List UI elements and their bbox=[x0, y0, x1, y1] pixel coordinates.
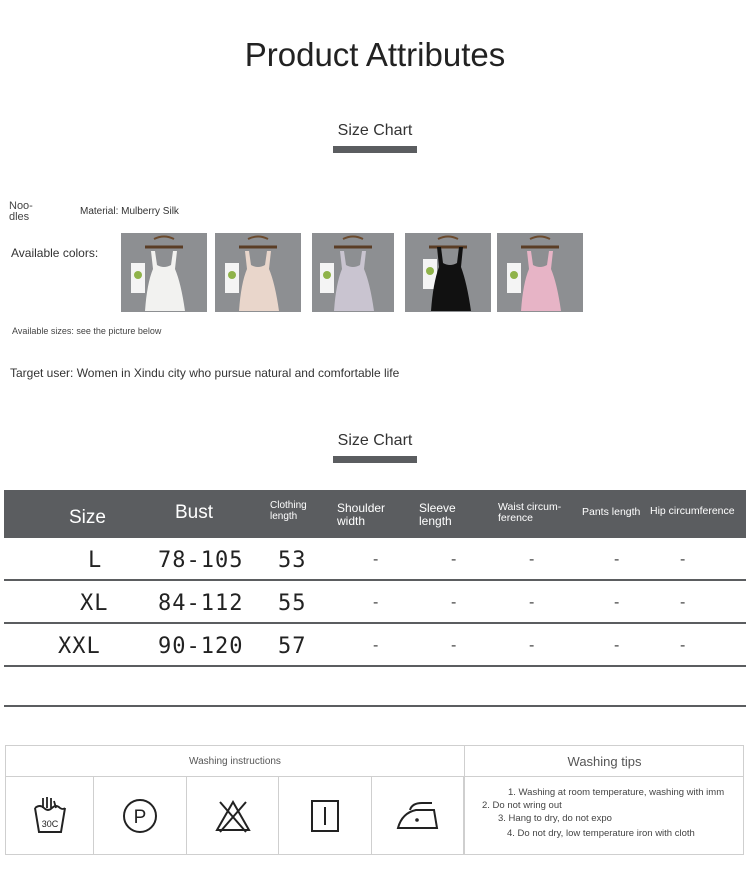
hand-wash-30-icon bbox=[6, 777, 94, 855]
wash-temp-label: 30C bbox=[41, 819, 58, 829]
table-row bbox=[4, 538, 746, 581]
available-colors-label: Available colors: bbox=[11, 246, 99, 260]
cell-length: 55 bbox=[278, 591, 307, 616]
dry-clean-p-icon bbox=[94, 777, 187, 855]
table-row-empty bbox=[4, 667, 746, 707]
cell-sleeve: - bbox=[451, 594, 457, 611]
size-chart-heading-2 bbox=[0, 432, 750, 463]
cell-size: L bbox=[88, 548, 103, 573]
cell-bust: 78-105 bbox=[158, 548, 244, 573]
line-dry-icon bbox=[279, 777, 372, 855]
heading-underline bbox=[333, 146, 417, 153]
care-table bbox=[5, 745, 744, 855]
header-clothing-length: Clothing length bbox=[270, 500, 307, 522]
header-pants-length: Pants length bbox=[582, 506, 641, 518]
header-size: Size bbox=[69, 507, 106, 528]
color-swatch-pink[interactable] bbox=[497, 233, 583, 312]
cell-hip: - bbox=[680, 637, 686, 654]
cell-pants: - bbox=[614, 594, 620, 611]
size-table bbox=[4, 490, 746, 707]
target-user-text: Target user: Women in Xindu city who pursue natural and comfortable life bbox=[10, 366, 400, 380]
cell-sleeve: - bbox=[451, 551, 457, 568]
cell-shoulder: - bbox=[373, 594, 379, 611]
tip-item: 1. Washing at room temperature, washing with imm bbox=[508, 787, 725, 798]
washing-instructions-header: Washing instructions bbox=[6, 746, 464, 777]
cell-pants: - bbox=[614, 551, 620, 568]
header-bust: Bust bbox=[175, 502, 214, 523]
header-shoulder-width: Shoulder width bbox=[337, 501, 386, 528]
size-chart-heading bbox=[0, 122, 750, 153]
tip-item: 4. Do not dry, low temperature iron with cloth bbox=[507, 828, 695, 839]
color-swatch-black[interactable] bbox=[405, 233, 491, 312]
tip-item: 3. Hang to dry, do not expo bbox=[498, 813, 612, 824]
washing-tips-list bbox=[465, 782, 740, 852]
table-row bbox=[4, 581, 746, 624]
color-swatch-champagne[interactable] bbox=[215, 233, 301, 312]
cell-waist: - bbox=[529, 637, 535, 654]
available-sizes-note: Available sizes: see the picture below bbox=[12, 326, 162, 336]
cell-waist: - bbox=[529, 594, 535, 611]
cell-hip: - bbox=[680, 594, 686, 611]
cell-shoulder: - bbox=[373, 551, 379, 568]
cell-sleeve: - bbox=[451, 637, 457, 654]
cell-length: 57 bbox=[278, 634, 307, 659]
cell-size: XL bbox=[80, 591, 109, 616]
cell-bust: 90-120 bbox=[158, 634, 244, 659]
no-bleach-icon bbox=[187, 777, 279, 855]
size-table-header bbox=[4, 490, 746, 538]
washing-tips-header: Washing tips bbox=[465, 746, 744, 777]
size-chart-heading-label-2: Size Chart bbox=[337, 432, 413, 449]
header-waist: Waist circum- ference bbox=[498, 501, 562, 525]
cell-size: XXL bbox=[58, 634, 101, 659]
cell-waist: - bbox=[529, 551, 535, 568]
heading-underline-2 bbox=[333, 456, 417, 463]
size-chart-heading-label: Size Chart bbox=[337, 122, 413, 139]
tip-item: 2. Do not wring out bbox=[482, 800, 562, 811]
color-swatch-lavender[interactable] bbox=[312, 233, 394, 312]
cell-shoulder: - bbox=[373, 637, 379, 654]
svg-text:P: P bbox=[133, 807, 147, 828]
page-title: Product Attributes bbox=[244, 36, 506, 73]
noodles-label: Noo- dles bbox=[9, 200, 33, 223]
table-row bbox=[4, 624, 746, 667]
material-label: Material: Mulberry Silk bbox=[80, 206, 179, 217]
cell-hip: - bbox=[680, 551, 686, 568]
cell-bust: 84-112 bbox=[158, 591, 244, 616]
color-swatch-white[interactable] bbox=[121, 233, 207, 312]
cell-length: 53 bbox=[278, 548, 307, 573]
iron-low-icon bbox=[372, 777, 464, 855]
header-hip: Hip circumference bbox=[650, 505, 735, 517]
cell-pants: - bbox=[614, 637, 620, 654]
header-sleeve-length: Sleeve length bbox=[419, 501, 456, 528]
